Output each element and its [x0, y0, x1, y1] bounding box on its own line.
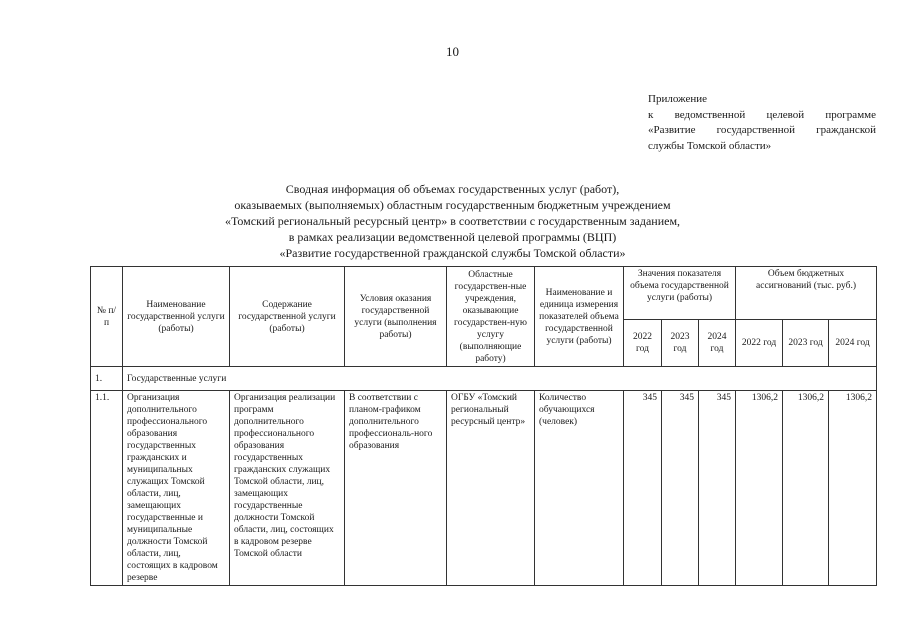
row-num: 1.1.: [91, 391, 123, 586]
header-num: № п/п: [91, 267, 123, 367]
header-indicator-2024: 2024 год: [699, 320, 736, 367]
header-budget-2023: 2023 год: [783, 320, 829, 367]
title-line-5: «Развитие государственной гражданской службы Томской области»: [279, 246, 626, 260]
row-service-name: Организация дополнительного профессионального образования государственных гражданских и муниципальных служащих Томской области, лиц, замещающих государственные и муниципальные должности Томской области, лиц, состоящих в кадровом резерве: [123, 391, 230, 586]
row-conditions: В соответствии с планом-графиком дополнительного профессиональ-ного образования: [345, 391, 447, 586]
header-indicator-2022: 2022 год: [624, 320, 662, 367]
header-budget: Объем бюджетных ассигнований (тыс. руб.): [736, 267, 877, 320]
row-budget-2024: 1306,2: [829, 391, 877, 586]
header-institutions: Областные государствен-ные учреждения, оказывающие государствен-ную услугу (выполняющие работу): [447, 267, 535, 367]
header-service-content: Содержание государственной услуги (работы): [230, 267, 345, 367]
row-unit: Количество обучающихся (человек): [535, 391, 624, 586]
title-line-4: в рамках реализации ведомственной целевой программы (ВЦП): [288, 230, 617, 244]
services-table: [90, 266, 877, 586]
header-service-name: Наименование государственной услуги (работы): [123, 267, 230, 367]
title-line-2: оказываемых (выполняемых) областным государственным бюджетным учреждением: [234, 198, 671, 212]
document-title: [0, 181, 905, 261]
row-budget-2022: 1306,2: [736, 391, 783, 586]
row-value-2024: 345: [699, 391, 736, 586]
header-budget-2022: 2022 год: [736, 320, 783, 367]
header-budget-2024: 2024 год: [829, 320, 877, 367]
appendix-line-2: к ведомственной целевой программе: [648, 108, 876, 121]
row-value-2023: 345: [662, 391, 699, 586]
header-indicator-2023: 2023 год: [662, 320, 699, 367]
appendix-note: [648, 92, 876, 154]
section-label: Государственные услуги: [123, 367, 877, 391]
row-service-content: Организация реализации программ дополнительного профессионального образования государственных гражданских служащих Томской области, лиц, замещающих государственные должности Томской области, лиц, состоящих в кадровом резерве Томской области: [230, 391, 345, 586]
section-num: 1.: [91, 367, 123, 391]
page-number: 10: [446, 44, 459, 59]
header-row-1: [91, 267, 877, 320]
title-line-1: Сводная информация об объемах государственных услуг (работ),: [285, 182, 620, 196]
appendix-line-4: службы Томской области»: [648, 139, 772, 152]
appendix-line-3: «Развитие государственной гражданской: [648, 124, 876, 136]
row-value-2022: 345: [624, 391, 662, 586]
header-indicator-values: Значения показателя объема государственной услуги (работы): [624, 267, 736, 320]
row-budget-2023: 1306,2: [783, 391, 829, 586]
table-row: [91, 391, 877, 586]
header-unit: Наименование и единица измерения показателей объема государственной услуги (работы): [535, 267, 624, 367]
section-row: [91, 367, 877, 391]
row-institution: ОГБУ «Томский региональный ресурсный центр»: [447, 391, 535, 586]
title-line-3: «Томский региональный ресурсный центр» в соответствии с государственным заданием,: [224, 214, 681, 228]
header-conditions: Условия оказания государственной услуги (выполнения работы): [345, 267, 447, 367]
appendix-line-1: Приложение: [648, 93, 708, 105]
